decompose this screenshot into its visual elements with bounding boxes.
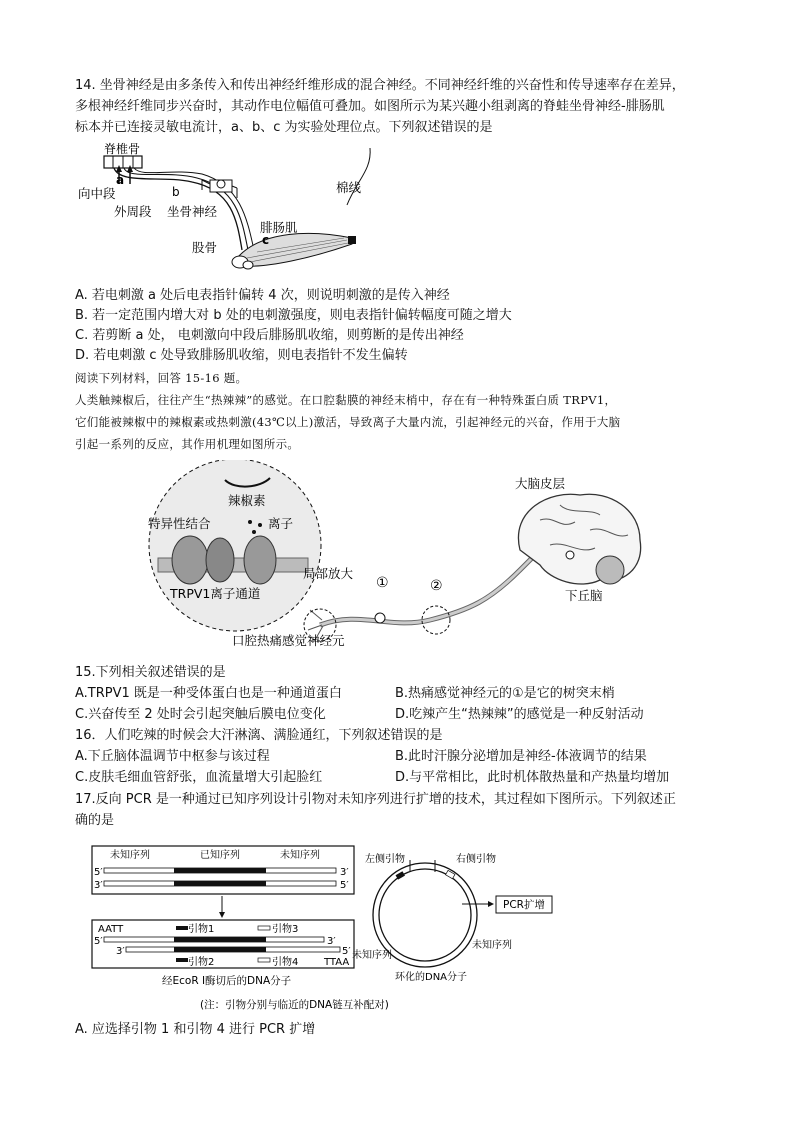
inverse-pcr-figure <box>90 840 610 1015</box>
q16-option-c: C.皮肤毛细血管舒张，血流量增大引起脸红 <box>75 770 323 785</box>
trpv1-figure <box>140 460 660 655</box>
label-point1: ① <box>376 575 389 591</box>
q17-option-a: A. 应选择引物 1 和引物 4 进行 PCR 扩增 <box>75 1022 316 1037</box>
passage-line-2: 它们能被辣椒中的辣椒素或热刺激(43℃以上)激活，导致离子大量内流，引起神经元的兴奋，作用于大脑 <box>75 415 621 429</box>
label-sciatic: 坐骨神经 <box>167 204 218 219</box>
label-magnify: 局部放大 <box>303 566 354 581</box>
q16-option-d: D.与平常相比，此时机体散热量和产热量均增加 <box>395 770 670 785</box>
label-known: 已知序列 <box>200 850 240 861</box>
label-cortex: 大脑皮层 <box>515 476 566 491</box>
q17-stem-line-2: 确的是 <box>75 813 115 828</box>
label-circ-caption: 环化的DNA分子 <box>395 972 468 983</box>
q15-option-a: A.TRPV1 既是一种受体蛋白也是一种通道蛋白 <box>75 686 342 701</box>
q14-stem-line-1: 14. 坐骨神经是由多条传入和传出神经纤维形成的混合神经。不同神经纤维的兴奋性和传导速率存在差异， <box>75 78 685 93</box>
q14-option-d: D. 若电刺激 c 处导致腓肠肌收缩，则电表指针不发生偏转 <box>75 348 408 363</box>
label-unknown-right: 未知序列 <box>280 850 320 861</box>
label-muscle: 腓肠肌 <box>260 220 298 235</box>
label-unknown-left: 未知序列 <box>110 850 150 861</box>
label-ttaa: TTAA <box>324 957 350 968</box>
label-femur: 股骨 <box>192 240 218 255</box>
label-right-primer: 右侧引物 <box>456 854 496 865</box>
label-capsaicin: 辣椒素 <box>228 493 266 508</box>
label-5prime-2: 5′ <box>340 880 349 891</box>
q15-option-d: D.吃辣产生“热辣辣”的感觉是一种反射活动 <box>395 707 644 722</box>
channel-protein-icon <box>172 536 276 584</box>
label-cut-caption: 经EcoR Ⅰ酶切后的DNA分子 <box>162 975 292 987</box>
label-primer2: 引物2 <box>188 957 215 968</box>
passage-intro: 阅读下列材料，回答 15-16 题。 <box>75 371 248 385</box>
label-left-primer: 左侧引物 <box>365 854 405 865</box>
label-central: 向中段 <box>78 186 116 201</box>
label-peripheral: 外周段 <box>114 204 152 219</box>
label-unknown-b: 未知序列 <box>472 940 512 951</box>
q16-stem: 16．人们吃辣的时候会大汗淋漓、满脸通红，下列叙述错误的是 <box>75 728 443 743</box>
label-5prime-1: 5′ <box>94 867 103 878</box>
muscle-icon <box>237 233 356 266</box>
label-c: c <box>262 233 270 247</box>
label-point2: ② <box>430 578 443 594</box>
q16-option-b: B.此时汗腺分泌增加是神经-体液调节的结果 <box>395 749 647 764</box>
label-note: (注：引物分别与临近的DNA链互补配对) <box>200 999 389 1011</box>
label-b: b <box>172 185 180 199</box>
nerve-muscle-figure <box>72 140 382 280</box>
q15-option-b: B.热痛感觉神经元的①是它的树突末梢 <box>395 686 615 701</box>
q14-stem-line-3: 标本并已连接灵敏电流计，a、b、c 为实验处理位点。下列叙述错误的是 <box>75 120 493 135</box>
spine-icon <box>104 156 142 168</box>
q14-option-b: B. 若一定范围内增大对 b 处的电刺激强度，则电表指针偏转幅度可随之增大 <box>75 308 512 323</box>
label-primer1: 引物1 <box>188 924 215 935</box>
label-3prime-4: 3′ <box>116 946 125 957</box>
passage-line-3: 引起一系列的反应，其作用机理如图所示。 <box>75 437 300 451</box>
q16-option-a: A.下丘脑体温调节中枢参与该过程 <box>75 749 270 764</box>
label-unknown-a: 未知序列 <box>352 950 392 961</box>
label-a: a <box>116 173 125 187</box>
brain-icon <box>518 494 640 584</box>
q15-option-c: C.兴奋传至 2 处时会引起突触后膜电位变化 <box>75 707 326 722</box>
label-ion: 离子 <box>268 516 294 531</box>
label-binding: 特异性结合 <box>148 516 211 531</box>
label-thread: 棉线 <box>336 180 362 195</box>
q15-stem: 15.下列相关叙述错误的是 <box>75 665 226 680</box>
label-hypothalamus: 下丘脑 <box>565 588 603 603</box>
label-channel: TRPV1离子通道 <box>170 586 261 601</box>
label-5prime-4: 5′ <box>342 946 351 957</box>
label-spine: 脊椎骨 <box>104 142 141 156</box>
label-primer3: 引物3 <box>272 924 299 935</box>
label-3prime-2: 3′ <box>94 880 103 891</box>
label-pcr: PCR扩增 <box>503 899 545 911</box>
label-neuron: 口腔热痛感觉神经元 <box>232 633 345 648</box>
label-aatt: AATT <box>98 924 124 935</box>
q14-stem-line-2: 多根神经纤维同步兴奋时，其动作电位幅值可叠加。如图所示为某兴趣小组剥离的脊蛙坐骨神经-腓肠肌 <box>75 99 665 114</box>
label-5prime-3: 5′ <box>94 936 103 947</box>
label-3prime-1: 3′ <box>340 867 349 878</box>
label-3prime-3: 3′ <box>327 936 336 947</box>
q17-stem-line-1: 17.反向 PCR 是一种通过已知序列设计引物对未知序列进行扩增的技术，其过程如下图所示。下列叙述正 <box>75 792 676 807</box>
q14-option-a: A. 若电刺激 a 处后电表指针偏转 4 次，则说明刺激的是传入神经 <box>75 288 450 303</box>
label-primer4: 引物4 <box>272 957 299 968</box>
q14-option-c: C. 若剪断 a 处， 电刺激向中段后腓肠肌收缩，则剪断的是传出神经 <box>75 328 464 343</box>
passage-line-1: 人类触辣椒后，往往产生“热辣辣”的感觉。在口腔黏膜的神经末梢中，存在有一种特殊蛋白质 TRPV1， <box>75 393 617 407</box>
